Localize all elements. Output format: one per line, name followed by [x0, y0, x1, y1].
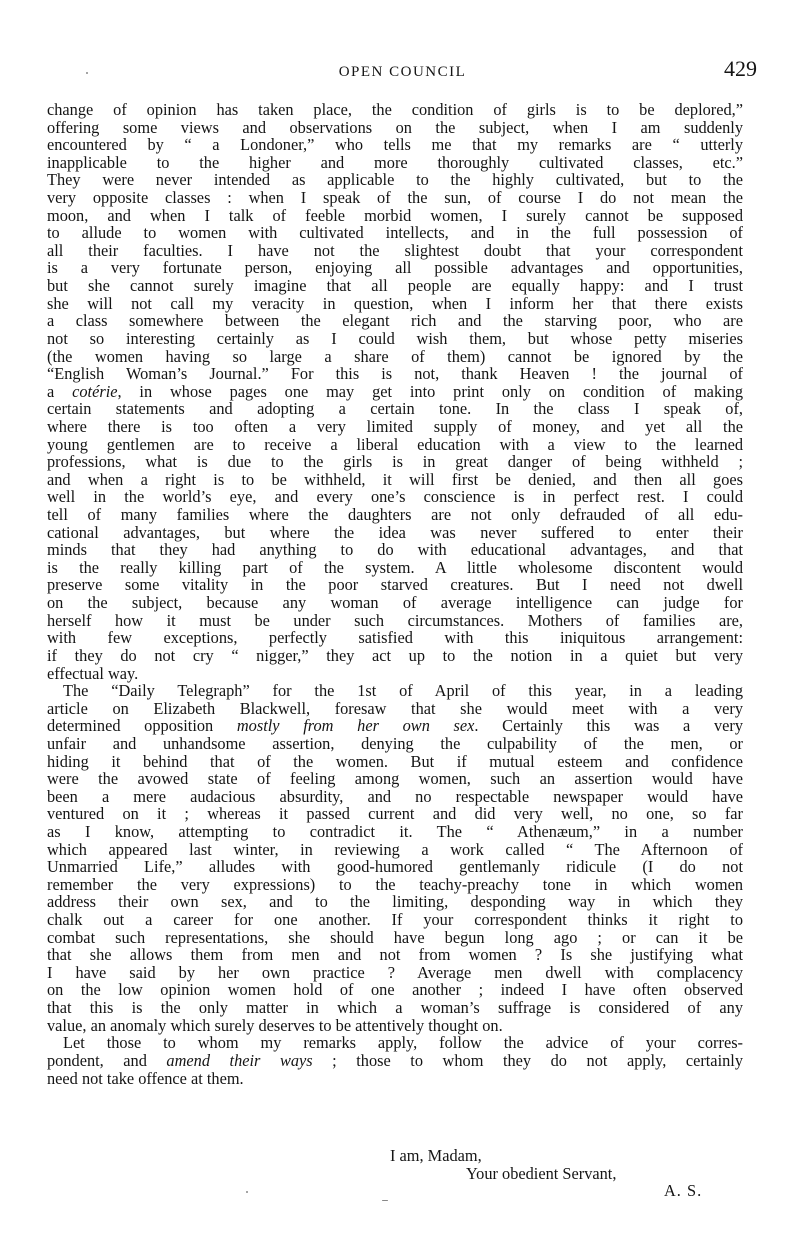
- text-line: young gentlemen are to receive a liberal education with a view to the learned: [47, 434, 743, 454]
- closing: Your obedient Servant,: [466, 1164, 617, 1183]
- italic-phrase: mostly from her own sex: [236, 716, 475, 736]
- text-line: offering some views and observations on the subject, when I am suddenly: [47, 117, 743, 137]
- text-line: with few exceptions, perfectly satisfied with this iniquitous arrangement:: [47, 628, 743, 648]
- text-line: is a very fortunate person, enjoying all possible advantages and opportunities,: [47, 258, 743, 278]
- text-line: moon, and when I talk of feeble morbid women, I surely cannot be supposed: [47, 205, 743, 225]
- text-line: a class somewhere between the elegant rich and the starving poor, who are: [47, 311, 743, 331]
- text-line: herself how it must be under such circumstances. Mothers of families are,: [47, 610, 743, 630]
- text-line: need not take offence at them.: [47, 1068, 244, 1088]
- text-line: if they do not cry “ nigger,” they act up to the notion in a quiet but very: [47, 645, 743, 665]
- letter-body: [47, 101, 743, 1087]
- text-line: that she allows them from men and not from women ? Is she justifying what: [47, 945, 743, 965]
- text-line: determined opposition mostly from her own sex. Certainly this was a very: [47, 716, 743, 736]
- text-line: chalk out a career for one another. If your correspondent thinks it right to: [47, 910, 743, 930]
- text-line: not so interesting certainly as I could wish them, but whose petty miseries: [47, 328, 743, 348]
- print-speck: [86, 72, 88, 74]
- salutation: I am, Madam,: [390, 1146, 482, 1165]
- text-line: that this is the only matter in which a woman’s suffrage is considered of any: [47, 998, 743, 1018]
- italic-phrase: cotérie: [72, 381, 118, 401]
- text-line: Unmarried Life,” alludes with good-humored gentlemanly ridicule (I do not: [47, 857, 743, 877]
- text-line: a cotérie, in whose pages one may get into print only on condition of making: [47, 381, 743, 401]
- text-line: all their faculties. I have not the slightest doubt that your correspondent: [47, 240, 743, 260]
- page-header: [0, 56, 805, 88]
- text-line: inapplicable to the higher and more thoroughly cultivated classes, etc.”: [47, 152, 743, 172]
- text-line: change of opinion has taken place, the condition of girls is to be deplored,”: [47, 100, 743, 119]
- italic-phrase: amend their ways: [166, 1050, 313, 1070]
- text-line: ventured on it ; whereas it passed current and did very well, no one, so far: [47, 804, 743, 824]
- text-line: been a mere audacious absurdity, and no respectable newspaper would have: [47, 786, 743, 806]
- text-line: They were never intended as applicable to the highly cultivated, but to the: [47, 170, 743, 190]
- page-number: 429: [724, 56, 757, 81]
- text-line: remember the very expressions) to the teachy-preachy tone in which women: [47, 874, 743, 894]
- text-line: certain statements and adopting a certain tone. In the class I speak of,: [47, 399, 743, 419]
- print-speck: [382, 1200, 388, 1201]
- text-line: article on Elizabeth Blackwell, foresaw that she would meet with a very: [47, 698, 743, 718]
- text-line: professions, what is due to the girls is in great danger of being withheld ;: [47, 452, 743, 472]
- text-line: on the low opinion women hold of one another ; indeed I have often observed: [47, 980, 743, 1000]
- text-line: I have said by her own practice ? Average men dwell with complacency: [47, 962, 743, 982]
- text-line: were the avowed state of feeling among women, such an assertion would have: [47, 769, 743, 789]
- text-line: The “Daily Telegraph” for the 1st of April of this year, in a leading: [63, 681, 743, 701]
- text-line: encountered by “ a Londoner,” who tells me that my remarks are “ utterly: [47, 135, 743, 155]
- text-line: unfair and unhandsome assertion, denying the culpability of the men, or: [47, 733, 743, 753]
- signature-initials: A. S.: [664, 1181, 703, 1200]
- text-line: address their own sex, and to the limiting, desponding way in which they: [47, 892, 743, 912]
- text-line: (the women having so large a share of them) cannot be ignored by the: [47, 346, 743, 366]
- text-line: well in the world’s eye, and every one’s conscience is in perfect rest. I could: [47, 487, 743, 507]
- text-line: combat such representations, she should have begun long ago ; or can it be: [47, 927, 743, 947]
- text-line: Let those to whom my remarks apply, follow the advice of your corres-: [63, 1033, 743, 1053]
- text-line: she will not call my veracity in question, when I inform her that there exists: [47, 293, 743, 313]
- text-line: hiding it behind that of the women. But if mutual esteem and confidence: [47, 751, 743, 771]
- text-line: tell of many families where the daughters are not only defrauded of all edu-: [47, 505, 743, 525]
- text-line: and when a right is to be withheld, it will first be denied, and then all goes: [47, 469, 743, 489]
- text-line: on the subject, because any woman of average intelligence can judge for: [47, 593, 743, 613]
- text-line: to allude to women with cultivated intellects, and in the full possession of: [47, 223, 743, 243]
- running-head: OPEN COUNCIL: [338, 64, 467, 80]
- text-line: which appeared last winter, in reviewing a work called “ The Afternoon of: [47, 839, 743, 859]
- text-line: cational advantages, but where the idea was never suffered to enter their: [47, 522, 743, 542]
- text-line: is the really killing part of the system. A little wholesome discontent would: [47, 557, 743, 577]
- text-line: but she cannot surely imagine that all people are equally happy: and I trust: [47, 276, 743, 296]
- text-line: pondent, and amend their ways ; those to whom they do not apply, certainly: [47, 1050, 743, 1070]
- text-line: value, an anomaly which surely deserves to be attentively thought on.: [47, 1015, 503, 1035]
- text-line: very opposite classes : when I speak of the sun, of course I do not mean the: [47, 188, 743, 208]
- text-line: effectual way.: [47, 663, 139, 683]
- text-line: where there is too often a very limited supply of money, and yet all the: [47, 416, 743, 436]
- text-line: minds that they had anything to do with educational advantages, and that: [47, 540, 743, 560]
- text-line: preserve some vitality in the poor starved creatures. But I need not dwell: [47, 575, 743, 595]
- text-line: “English Woman’s Journal.” For this is not, thank Heaven ! the journal of: [47, 364, 743, 384]
- print-speck: [246, 1191, 248, 1193]
- text-line: as I know, attempting to contradict it. The “ Athenæum,” in a number: [47, 821, 743, 841]
